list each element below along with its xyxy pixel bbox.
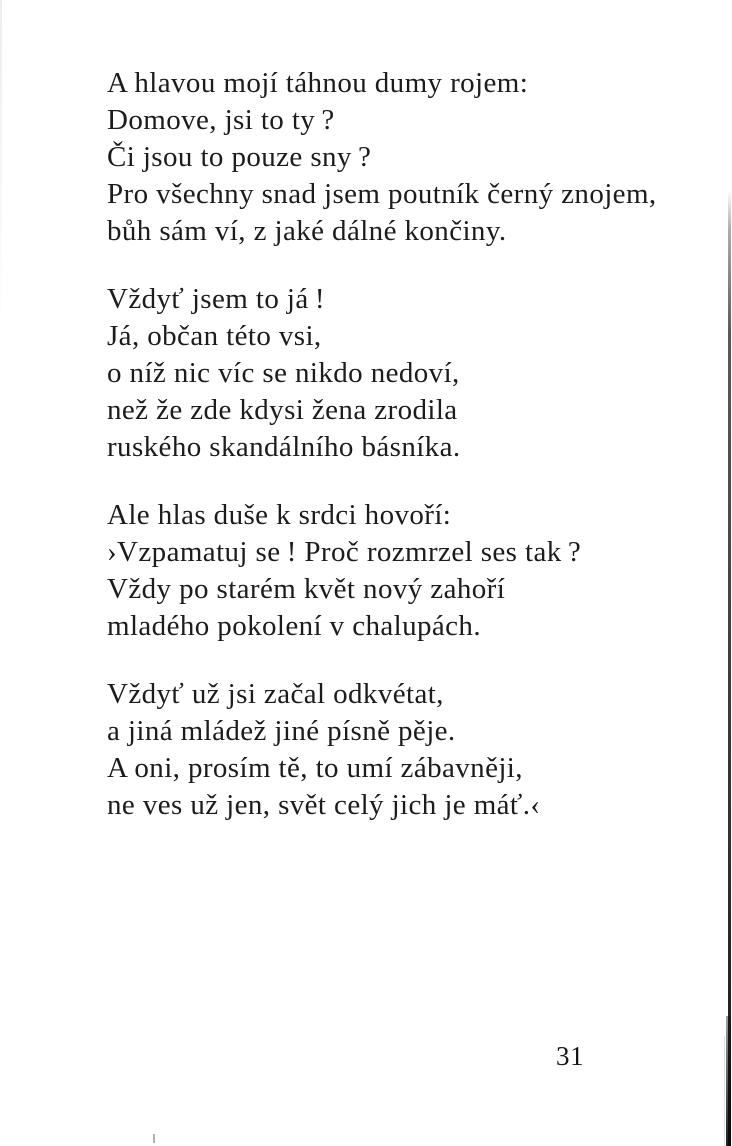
poem-line: Pro všechny snad jsem poutník černý znojem, [107, 178, 657, 210]
poem-line: A hlavou mojí táhnou dumy rojem: [107, 67, 529, 99]
poem-line: ›Vzpamatuj se ! Proč rozmrzel ses tak ? [107, 536, 582, 568]
poem-body [107, 65, 687, 855]
poem-line: A oni, prosím tě, to umí zábavněji, [107, 752, 523, 784]
poem-line: Vždyť už jsi začal odkvétat, [107, 678, 444, 710]
poem-line: Vždy po starém květ nový zahoří [107, 573, 506, 605]
poem-line: Domove, jsi to ty ? [107, 104, 335, 136]
scan-speck-bottom [153, 1134, 155, 1143]
page-number: 31 [556, 1041, 584, 1071]
scan-edge-line-right-bottom [726, 1016, 731, 1146]
poem-line: o níž nic víc se nikdo nedoví, [107, 357, 460, 389]
poem-line: Či jsou to pouze sny ? [107, 141, 372, 173]
poem-stanza-3 [107, 497, 687, 645]
poem-stanza-2 [107, 281, 687, 466]
poem-line: Vždyť jsem to já ! [107, 283, 325, 315]
poem-line: než že zde kdysi žena zrodila [107, 394, 458, 426]
poem-stanza-4 [107, 676, 687, 824]
poem-line: a jiná mládež jiné písně pěje. [107, 715, 456, 747]
scan-edge-line-right [728, 190, 731, 1146]
poem-stanza-1 [107, 65, 687, 250]
poem-line: mladého pokolení v chalupách. [107, 610, 481, 642]
poem-line: ruského skandálního básníka. [107, 431, 461, 463]
poem-line: Ale hlas duše k srdci hovoří: [107, 499, 452, 531]
poem-line: Já, občan této vsi, [107, 320, 322, 352]
poem-line: ne ves už jen, svět celý jich je máť.‹ [107, 789, 541, 821]
scan-edge-shade-left [0, 0, 2, 340]
scan-edge-ghost-line [724, 1036, 725, 1146]
poem-line: bůh sám ví, z jaké dálné končiny. [107, 215, 507, 247]
